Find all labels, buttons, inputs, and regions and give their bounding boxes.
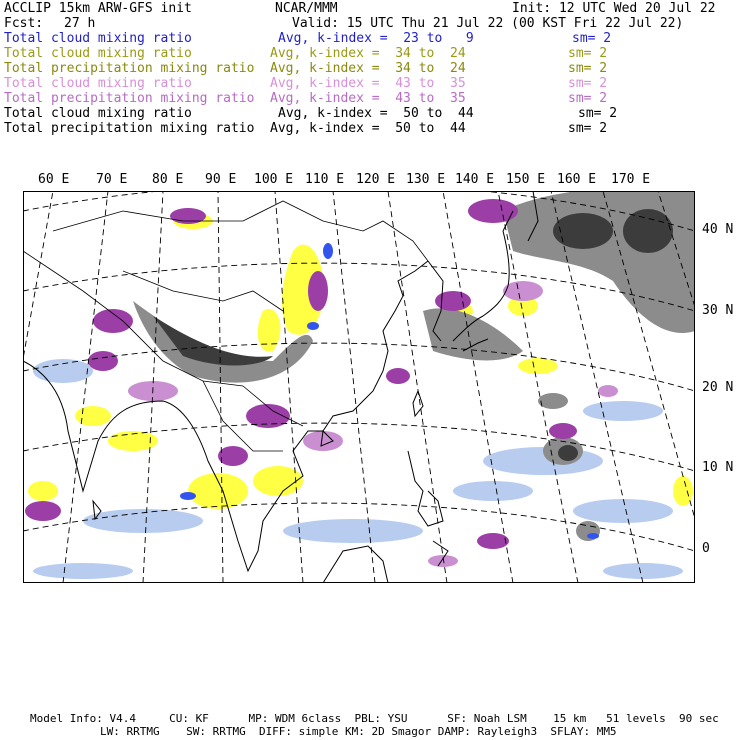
model-info-line1: Model Info: V4.4 CU: KF MP: WDM 6class PBL: YSU SF: Noah LSM 15 km 51 levels 90 sec bbox=[30, 712, 719, 725]
legend-smoothing: sm= 2 bbox=[568, 91, 608, 106]
latitude-tick-label: 30 N bbox=[702, 303, 734, 318]
longitude-tick-label: 90 E bbox=[205, 172, 237, 187]
forecast-hour-label: Fcst: bbox=[4, 16, 44, 31]
valid-time: Valid: 15 UTC Thu 21 Jul 22 (00 KST Fri 22 Jul 22) bbox=[292, 16, 684, 31]
longitude-tick-label: 100 E bbox=[254, 172, 294, 187]
legend-field-name: Total cloud mixing ratio bbox=[4, 76, 192, 91]
init-time: Init: 12 UTC Wed 20 Jul 22 bbox=[512, 1, 716, 16]
legend-field-name: Total cloud mixing ratio bbox=[4, 106, 192, 121]
legend-field-name: Total cloud mixing ratio bbox=[4, 46, 192, 61]
longitude-tick-label: 60 E bbox=[38, 172, 70, 187]
legend-smoothing: sm= 2 bbox=[568, 46, 608, 61]
legend-kindex-range: Avg, k-index = 43 to 35 bbox=[270, 76, 466, 91]
model-title: ACCLIP 15km ARW-GFS init bbox=[4, 1, 192, 16]
latitude-tick-label: 0 bbox=[702, 541, 710, 556]
legend-smoothing: sm= 2 bbox=[568, 61, 608, 76]
latitude-tick-label: 20 N bbox=[702, 380, 734, 395]
legend-kindex-range: Avg, k-index = 50 to 44 bbox=[270, 121, 466, 136]
legend-field-name: Total cloud mixing ratio bbox=[4, 31, 192, 46]
legend-smoothing: sm= 2 bbox=[568, 121, 608, 136]
legend-kindex-range: Avg, k-index = 34 to 24 bbox=[270, 46, 466, 61]
longitude-tick-label: 70 E bbox=[96, 172, 128, 187]
longitude-tick-label: 80 E bbox=[152, 172, 184, 187]
map-panel bbox=[23, 191, 695, 583]
legend-kindex-range: Avg, k-index = 23 to 9 bbox=[278, 31, 474, 46]
longitude-tick-label: 110 E bbox=[305, 172, 345, 187]
legend-field-name: Total precipitation mixing ratio bbox=[4, 121, 255, 136]
legend-field-name: Total precipitation mixing ratio bbox=[4, 61, 255, 76]
longitude-tick-label: 140 E bbox=[455, 172, 495, 187]
legend-kindex-range: Avg, k-index = 50 to 44 bbox=[278, 106, 474, 121]
legend-field-name: Total precipitation mixing ratio bbox=[4, 91, 255, 106]
forecast-hour-value: 27 h bbox=[64, 16, 96, 31]
org-label: NCAR/MMM bbox=[275, 1, 338, 16]
legend-kindex-range: Avg, k-index = 34 to 24 bbox=[270, 61, 466, 76]
latitude-tick-label: 40 N bbox=[702, 222, 734, 237]
longitude-tick-label: 160 E bbox=[557, 172, 597, 187]
legend-smoothing: sm= 2 bbox=[568, 76, 608, 91]
longitude-tick-label: 150 E bbox=[506, 172, 546, 187]
longitude-tick-label: 120 E bbox=[356, 172, 396, 187]
model-info-line2: LW: RRTMG SW: RRTMG DIFF: simple KM: 2D Smagor DAMP: Rayleigh3 SFLAY: MM5 bbox=[100, 725, 617, 738]
longitude-tick-label: 130 E bbox=[406, 172, 446, 187]
legend-kindex-range: Avg, k-index = 43 to 35 bbox=[270, 91, 466, 106]
legend-smoothing: sm= 2 bbox=[578, 106, 618, 121]
legend-smoothing: sm= 2 bbox=[572, 31, 612, 46]
latitude-tick-label: 10 N bbox=[702, 460, 734, 475]
longitude-tick-label: 170 E bbox=[611, 172, 651, 187]
